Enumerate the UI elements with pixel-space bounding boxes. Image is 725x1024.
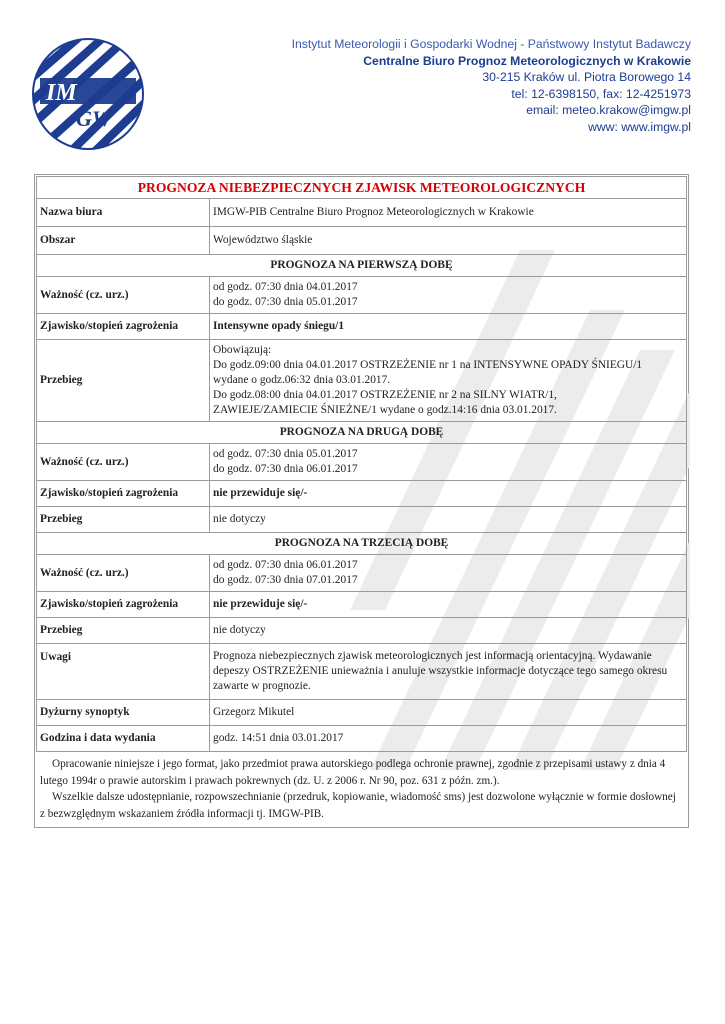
remarks-label: Uwagi (37, 644, 210, 700)
day2-validity-to: do godz. 07:30 dnia 06.01.2017 (213, 463, 358, 475)
distribution-paragraph: Wszelkie dalsze udostępnianie, rozpowszechnianie (przedruk, kopiowanie, wiadomość sms) jest dozwolone wyłącznie w formie dosłownej z bezwzględnym wskazaniem źródła informacji tj. IMGW-PIB. (40, 791, 676, 820)
day3-phenomenon-label: Zjawisko/stopień zagrożenia (37, 592, 210, 618)
day2-validity-label: Ważność (cz. urz.) (37, 444, 210, 481)
day1-validity-label: Ważność (cz. urz.) (37, 277, 210, 314)
area-label: Obszar (37, 227, 210, 255)
forecast-table (36, 176, 687, 752)
institute-name: Instytut Meteorologii i Gospodarki Wodnej - Państwowy Instytut Badawczy (291, 37, 691, 51)
day3-course-label: Przebieg (37, 618, 210, 644)
copyright-note (40, 756, 683, 822)
phone-fax: tel: 12-6398150, fax: 12-4251973 (511, 86, 691, 101)
area-value: Województwo śląskie (210, 227, 687, 255)
day3-course-value: nie dotyczy (210, 618, 687, 644)
svg-text:GW: GW (76, 106, 112, 131)
day1-course-line: ZAWIEJE/ZAMIECIE ŚNIEŻNE/1 wydane o godz.14:16 dnia 03.01.2017. (213, 404, 557, 416)
office-name: Centralne Biuro Prognoz Meteorologicznych w Krakowie (363, 53, 691, 68)
day1-course (210, 340, 687, 422)
day1-course-line: Do godz.08:00 dnia 04.01.2017 OSTRZEŻENIE nr 2 na SILNY WIATR/1, (213, 389, 557, 401)
office-label: Nazwa biura (37, 199, 210, 227)
document-title: PROGNOZA NIEBEZPIECZNYCH ZJAWISK METEOROLOGICZNYCH (37, 177, 687, 199)
day1-validity (210, 277, 687, 314)
day1-course-line: wydane o godz.06:32 dnia 03.01.2017. (213, 374, 391, 386)
issued-value: godz. 14:51 dnia 03.01.2017 (210, 726, 687, 752)
address: 30-215 Kraków ul. Piotra Borowego 14 (482, 70, 691, 85)
day1-course-label: Przebieg (37, 340, 210, 422)
day2-phenomenon-value: nie przewiduje się/- (210, 481, 687, 507)
day2-heading: PROGNOZA NA DRUGĄ DOBĘ (37, 422, 687, 444)
website[interactable]: www: www.imgw.pl (588, 119, 691, 134)
office-value: IMGW-PIB Centralne Biuro Prognoz Meteorologicznych w Krakowie (210, 199, 687, 227)
day2-course-value: nie dotyczy (210, 507, 687, 533)
day3-validity-from: od godz. 07:30 dnia 06.01.2017 (213, 559, 358, 571)
forecaster-value: Grzegorz Mikutel (210, 700, 687, 726)
letterhead (0, 0, 725, 160)
day3-validity (210, 555, 687, 592)
day3-validity-label: Ważność (cz. urz.) (37, 555, 210, 592)
issued-label: Godzina i data wydania (37, 726, 210, 752)
remarks-value: Prognoza niebezpiecznych zjawisk meteorologicznych jest informacją orientacyjną. Wydawanie depeszy OSTRZEŻENIE unieważnia i anuluje wszystkie informacje dotyczące tego samego okresu zawarte w prognozie. (210, 644, 687, 700)
email[interactable]: email: meteo.krakow@imgw.pl (526, 103, 691, 118)
copyright-paragraph: Opracowanie niniejsze i jego format, jako przedmiot prawa autorskiego podlega ochronie prawnej, zgodnie z przepisami ustawy z dnia 4 lutego 1994r o prawie autorskim i prawach pokrewnych (dz. U. z 2006 r. Nr 90, poz. 631 z późn. zm.). (40, 758, 666, 787)
day1-heading: PROGNOZA NA PIERWSZĄ DOBĘ (37, 255, 687, 277)
day3-phenomenon-value: nie przewiduje się/- (210, 592, 687, 618)
day3-heading: PROGNOZA NA TRZECIĄ DOBĘ (37, 533, 687, 555)
day1-course-line: Do godz.09:00 dnia 04.01.2017 OSTRZEŻENIE nr 1 na INTENSYWNE OPADY ŚNIEGU/1 (213, 359, 643, 371)
day1-validity-to: do godz. 07:30 dnia 05.01.2017 (213, 296, 358, 308)
day1-course-line: Obowiązują: (213, 344, 272, 356)
day1-phenomenon-label: Zjawisko/stopień zagrożenia (37, 314, 210, 340)
day2-validity-from: od godz. 07:30 dnia 05.01.2017 (213, 448, 358, 460)
day1-validity-from: od godz. 07:30 dnia 04.01.2017 (213, 281, 358, 293)
day3-validity-to: do godz. 07:30 dnia 07.01.2017 (213, 574, 358, 586)
day2-validity (210, 444, 687, 481)
institute-info (292, 36, 691, 136)
imgw-logo (32, 38, 144, 150)
day1-phenomenon-value: Intensywne opady śniegu/1 (210, 314, 687, 340)
forecaster-label: Dyżurny synoptyk (37, 700, 210, 726)
day2-course-label: Przebieg (37, 507, 210, 533)
svg-text:IM: IM (46, 80, 77, 106)
day2-phenomenon-label: Zjawisko/stopień zagrożenia (37, 481, 210, 507)
